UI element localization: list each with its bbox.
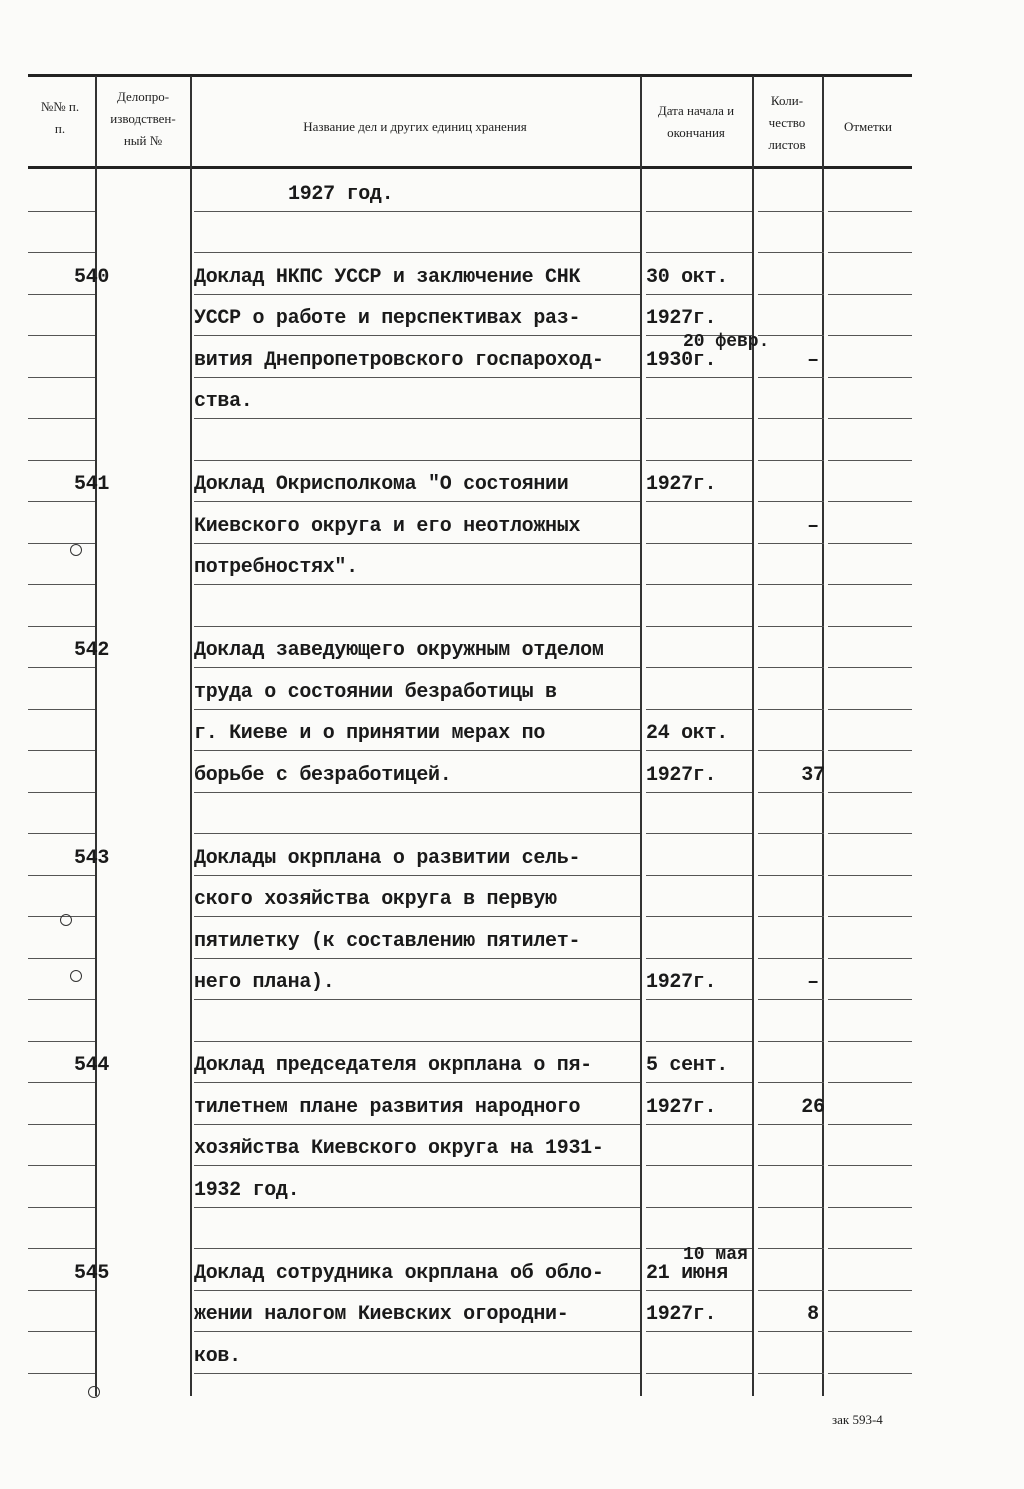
table-row [28,959,912,1001]
table-row [28,1000,912,1042]
item-date-start: 20 февр. [683,331,770,352]
punch-hole [60,914,72,926]
item-number: 541 [74,473,110,496]
item-title: 1927 год. [288,182,394,206]
table-row [28,502,912,544]
item-title: Доклад НКПС УССР и заключение СНК [194,265,581,289]
table-row [28,834,912,876]
ruled-line [194,1373,640,1374]
item-title: вития Днепропетровского госпароход- [194,348,604,372]
item-date: 30 окт. [646,265,728,289]
sheet-count: 37 [801,763,825,787]
item-number: 543 [74,846,110,870]
item-date: 1927г. [646,473,717,496]
table-row [28,1125,912,1167]
table-row [28,1244,912,1291]
table-row [28,1291,912,1333]
table-row [28,793,912,835]
table-row [28,419,912,461]
table-row [28,1083,912,1125]
table-row [28,917,912,959]
table-row [28,1332,912,1374]
item-number: 545 [74,1261,110,1285]
item-title: пятилетку (к составлению пятилет- [194,929,581,953]
item-number: 542 [74,639,110,662]
header-date: Дата начала и окончания [657,103,735,140]
item-date: 1927г. [646,307,717,330]
sheet-count: 26 [801,1095,825,1119]
header-notes: Отметки [843,119,893,134]
item-title: ков. [194,1344,241,1368]
header-count: Коли-чество листов [768,93,806,152]
table-row [28,627,912,669]
item-title: ства. [194,390,253,413]
item-title: борьбе с безработицей. [194,763,452,787]
sheet-count: 8 [807,1303,819,1326]
table-row [28,1166,912,1208]
header-delo: Делопро-изводствен-ный № [110,89,176,148]
item-date: 24 окт. [646,722,728,745]
ruled-line [828,1373,912,1374]
order-number: зак 593-4 [832,1412,883,1427]
header-name: Название дел и других единиц хранения [303,119,527,134]
table-row [28,585,912,627]
table-row [28,170,912,212]
item-title: 1932 год. [194,1178,300,1202]
item-date: 1927г. [646,763,717,787]
item-title: Доклад Окрисполкома "О состоянии [194,473,569,496]
table-row [28,544,912,586]
item-date: 21 июня [646,1261,728,1285]
table-row [28,668,912,710]
sheet-count: – [807,514,819,538]
table-row [28,331,912,378]
item-title: жении налогом Киевских огородни- [194,1303,569,1326]
item-title: Киевского округа и его неотложных [194,514,581,538]
item-date: 1927г. [646,971,717,994]
item-date-start: 10 мая [683,1244,748,1265]
item-title: ского хозяйства округа в первую [194,888,557,911]
item-date: 5 сент. [646,1054,728,1077]
item-title: тилетнем плане развития народного [194,1095,581,1119]
table-row [28,710,912,752]
table-row [28,1208,912,1250]
item-title: хозяйства Киевского округа на 1931- [194,1137,604,1160]
table-row [28,1042,912,1084]
ruled-line [28,1373,95,1374]
item-number: 540 [74,265,110,289]
item-title: него плана). [194,971,335,994]
punch-hole [88,1386,100,1398]
punch-hole [70,544,82,556]
item-date: 1927г. [646,1303,717,1326]
item-date: 1927г. [646,1095,717,1119]
header-num: №№ п. п. [40,99,80,136]
item-title: УССР о работе и перспективах раз- [194,307,581,330]
sheet-count: – [807,971,819,994]
item-title: труда о состоянии безработицы в [194,680,557,704]
item-title: г. Киеве и о принятии мерах по [194,722,546,745]
item-title: потребностях". [194,556,358,579]
table-row [28,212,912,254]
punch-hole [70,970,82,982]
item-title: Доклад заведующего окружным отделом [194,639,604,662]
table-row [28,461,912,503]
table-row [28,295,912,337]
table-row [28,751,912,793]
item-date: 1930г. [646,348,717,372]
table-row [28,253,912,295]
item-title: Доклады окрплана о развитии сель- [194,846,581,870]
table-row [28,378,912,420]
top-rule [28,74,912,77]
ruled-line [758,1373,824,1374]
table-row [28,876,912,918]
sheet-count: – [807,348,819,372]
item-title: Доклад сотрудника окрплана об обло- [194,1261,604,1285]
ruled-line [646,1373,752,1374]
header-bottom-rule [28,166,912,169]
item-number: 544 [74,1054,110,1077]
item-title: Доклад председателя окрплана о пя- [194,1054,592,1077]
